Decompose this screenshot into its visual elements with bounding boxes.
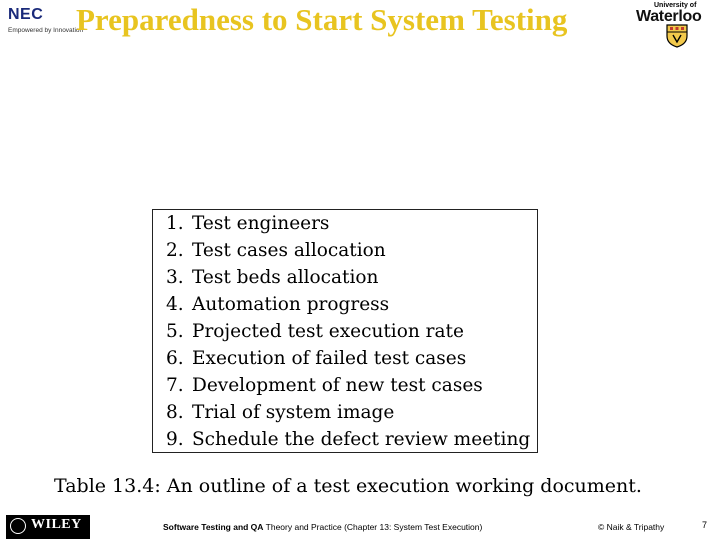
- list-item: [166, 239, 386, 263]
- list-item-number: 6.: [166, 348, 184, 369]
- footer-text-rest: Theory and Practice (Chapter 13: System Test Execution): [263, 522, 483, 532]
- list-item-label: Test cases allocation: [192, 240, 386, 261]
- list-item-label: Development of new test cases: [192, 375, 483, 396]
- nec-tagline: Empowered by Innovation: [8, 27, 84, 34]
- slide-footer: [0, 510, 720, 540]
- list-item: [166, 293, 389, 317]
- waterloo-name: Waterloo: [636, 8, 702, 25]
- list-item-label: Schedule the defect review meeting: [192, 429, 531, 450]
- list-item-number: 9.: [166, 429, 184, 450]
- nec-logo-word: NEC: [8, 6, 44, 23]
- list-item-label: Execution of failed test cases: [192, 348, 467, 369]
- table-caption: Table 13.4: An outline of a test execution working document.: [54, 475, 642, 497]
- waterloo-logo: [636, 2, 718, 48]
- list-item: [166, 320, 464, 344]
- list-item-number: 5.: [166, 321, 184, 342]
- list-item: [166, 374, 483, 398]
- list-item-number: 8.: [166, 402, 184, 423]
- list-item-number: 3.: [166, 267, 184, 288]
- footer-copyright: © Naik & Tripathy: [598, 522, 665, 532]
- wiley-word: WILEY: [31, 517, 82, 532]
- list-item-number: 2.: [166, 240, 184, 261]
- list-item-number: 1.: [166, 213, 184, 234]
- wiley-emblem-icon: [10, 518, 26, 534]
- nec-logo: [8, 6, 84, 40]
- list-item-label: Test engineers: [192, 213, 330, 234]
- list-item: [166, 401, 394, 425]
- waterloo-university-of: University of: [654, 2, 697, 9]
- outline-table: [152, 209, 538, 453]
- list-item-number: 7.: [166, 375, 184, 396]
- list-item: [166, 212, 329, 236]
- list-item: [166, 266, 378, 290]
- list-item-label: Automation progress: [192, 294, 390, 315]
- slide-title: Preparedness to Start System Testing: [76, 2, 568, 37]
- wiley-logo: [6, 515, 90, 539]
- list-item: [166, 347, 466, 371]
- list-item-number: 4.: [166, 294, 184, 315]
- waterloo-crest-icon: [666, 24, 688, 48]
- footer-course-text: [163, 522, 482, 532]
- list-item-label: Projected test execution rate: [192, 321, 464, 342]
- list-item: [166, 428, 530, 452]
- list-item-label: Trial of system image: [192, 402, 395, 423]
- slide-header: [0, 0, 720, 52]
- page-number: 7: [702, 520, 708, 530]
- list-item-label: Test beds allocation: [192, 267, 379, 288]
- footer-text-bold: Software Testing and QA: [163, 522, 264, 532]
